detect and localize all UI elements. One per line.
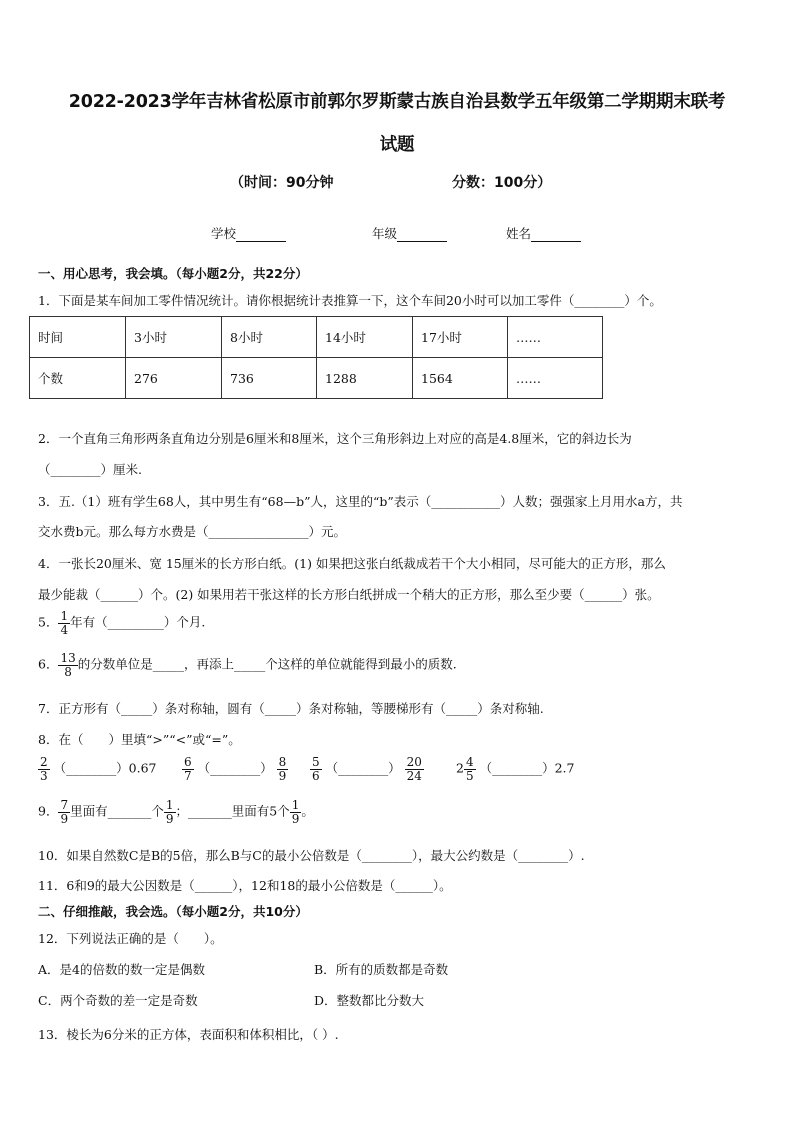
q8-value: 2.7 <box>554 760 575 776</box>
q9-end: 。 <box>301 803 314 819</box>
q1-stats-table <box>29 316 603 399</box>
q12-option-c[interactable]: C．两个奇数的差一定是奇数 <box>38 993 198 1008</box>
q12-option-b[interactable]: B．所有的质数都是奇数 <box>314 962 449 977</box>
q9-mid2: ；_______里面有5个 <box>175 803 290 819</box>
q8-text: 8．在（ ）里填“>”“<”或“=”。 <box>38 732 241 747</box>
q2-line1: 2．一个直角三角形两条直角边分别是6厘米和8厘米，这个三角形斜边上对应的高是4.8厘米，它的斜边长为 <box>38 431 632 446</box>
q1-text: 1．下面是某车间加工零件情况统计。请你根据统计表推算一下，这个车间20小时可以加工零件（________）个。 <box>38 293 662 308</box>
table-row <box>30 317 603 358</box>
q2-line2: （________）厘米. <box>38 462 142 477</box>
fraction-numerator: 4 <box>465 755 474 769</box>
q9-fraction-2 <box>164 799 176 825</box>
fraction-numerator: 1 <box>165 798 174 812</box>
fraction-denominator: 5 <box>465 768 474 783</box>
fraction-denominator: 6 <box>312 768 320 783</box>
exam-time: （时间：90分钟 <box>230 175 334 191</box>
fraction-numerator: 1 <box>60 609 69 623</box>
exam-title-line1: 2022-2023学年吉林省松原市前郭尔罗斯蒙古族自治县数学五年级第二学期期末联考 <box>68 92 726 112</box>
fraction-denominator: 9 <box>291 811 300 826</box>
table-cell: 8小时 <box>222 317 317 358</box>
q9-prefix: 9． <box>38 803 59 819</box>
fraction-numerator: 13 <box>60 651 76 665</box>
fraction-numerator: 7 <box>60 798 69 812</box>
q9-mid1: 里面有_______个 <box>70 803 164 819</box>
q6 <box>38 652 457 678</box>
exam-score: 分数：100分） <box>452 175 552 191</box>
fraction-denominator: 9 <box>60 811 69 826</box>
q4-line2: 最少能裁（______）个。(2) 如果用若干张这样的长方形白纸拼成一个稍大的正方形，那么至少要（______）张。 <box>38 587 660 602</box>
fraction-denominator: 24 <box>406 768 422 783</box>
name-label: 姓名 <box>506 226 532 241</box>
q6-fraction <box>58 652 77 678</box>
fraction-numerator: 5 <box>312 755 320 769</box>
q8-blank[interactable]: （________） <box>197 760 273 776</box>
q8-fraction <box>464 756 476 782</box>
section2-heading: 二、仔细推敲，我会选。（每小题2分，共10分） <box>38 904 308 919</box>
q8-item-4 <box>456 756 574 782</box>
fraction-numerator: 20 <box>406 755 422 769</box>
exam-title-line2: 试题 <box>379 135 415 155</box>
table-cell: 736 <box>222 358 317 399</box>
q11-text: 11．6和9的最大公因数是（______），12和18的最小公倍数是（______）。 <box>38 878 452 893</box>
q5-prefix: 5． <box>38 614 59 630</box>
table-cell: 1288 <box>317 358 413 399</box>
fraction-numerator: 1 <box>291 798 300 812</box>
fraction-denominator: 9 <box>278 768 287 783</box>
q8-fraction <box>310 756 322 782</box>
q10-text: 10．如果自然数C是B的5倍，那么B与C的最小公倍数是（________），最大公约数是（________）. <box>38 848 585 863</box>
school-blank[interactable] <box>236 241 286 242</box>
fraction-numerator: 2 <box>40 755 48 769</box>
q3-line2: 交水费b元。那么每方水费是（________________）元。 <box>38 524 347 539</box>
q8-fraction <box>38 756 50 782</box>
q5-suffix: 年有（_________）个月. <box>70 614 206 630</box>
table-cell: 时间 <box>30 317 126 358</box>
table-cell: 276 <box>126 358 222 399</box>
q12-option-d[interactable]: D．整数都比分数大 <box>314 993 425 1008</box>
q8-item-1 <box>38 756 156 782</box>
q6-prefix: 6． <box>38 656 59 672</box>
fraction-denominator: 7 <box>184 768 192 783</box>
q8-blank[interactable]: （________） <box>53 760 129 776</box>
q8-item-3 <box>310 756 424 782</box>
grade-field[interactable] <box>372 224 447 242</box>
table-cell: …… <box>508 317 603 358</box>
table-cell: …… <box>508 358 603 399</box>
table-cell: 个数 <box>30 358 126 399</box>
q12-option-a[interactable]: A．是4的倍数的数一定是偶数 <box>38 962 205 977</box>
q8-value: 0.67 <box>128 760 157 776</box>
name-field[interactable] <box>506 224 581 242</box>
fraction-denominator: 3 <box>40 768 48 783</box>
q5 <box>38 610 205 636</box>
q8-fraction <box>405 756 424 782</box>
q9-fraction-3 <box>290 799 302 825</box>
fraction-numerator: 6 <box>184 755 192 769</box>
q7-text: 7．正方形有（_____）条对称轴，圆有（_____）条对称轴，等腰梯形有（_____）条对称轴. <box>38 701 544 716</box>
table-cell: 1564 <box>413 358 508 399</box>
q8-blank[interactable]: （________） <box>325 760 401 776</box>
q8-blank[interactable]: （________） <box>479 760 555 776</box>
grade-label: 年级 <box>372 226 398 241</box>
q13-text: 13．棱长为6分米的正方体，表面积和体积相比，（ ）. <box>38 1027 339 1042</box>
table-cell: 3小时 <box>126 317 222 358</box>
fraction-denominator: 4 <box>60 622 69 637</box>
q9-fraction-1 <box>58 799 70 825</box>
name-blank[interactable] <box>531 241 581 242</box>
fraction-denominator: 8 <box>64 664 72 679</box>
fraction-numerator: 8 <box>278 755 287 769</box>
fraction-denominator: 9 <box>165 811 174 826</box>
q6-suffix: 的分数单位是_____，再添上_____个这样的单位就能得到最小的质数. <box>77 656 457 672</box>
table-row <box>30 358 603 399</box>
section1-heading: 一、用心思考，我会填。（每小题2分，共22分） <box>38 266 308 281</box>
school-field[interactable] <box>211 224 286 242</box>
table-cell: 14小时 <box>317 317 413 358</box>
q12-text: 12．下列说法正确的是（ ）。 <box>38 931 223 946</box>
q3-line1: 3．五.（1）班有学生68人，其中男生有“68—b”人，这里的“b”表示（___________）人数；强强家上月用水a方，共 <box>38 494 683 509</box>
q8-fraction <box>182 756 194 782</box>
q8-fraction <box>277 756 289 782</box>
q8-item-2 <box>182 756 288 782</box>
q9 <box>38 799 314 825</box>
table-cell: 17小时 <box>413 317 508 358</box>
q5-fraction <box>58 610 70 636</box>
school-label: 学校 <box>211 226 237 241</box>
grade-blank[interactable] <box>397 241 447 242</box>
q8-whole: 2 <box>456 760 464 776</box>
q4-line1: 4．一张长20厘米、宽 15厘米的长方形白纸。(1) 如果把这张白纸裁成若干个大小相同，尽可能大的正方形，那么 <box>38 556 666 571</box>
